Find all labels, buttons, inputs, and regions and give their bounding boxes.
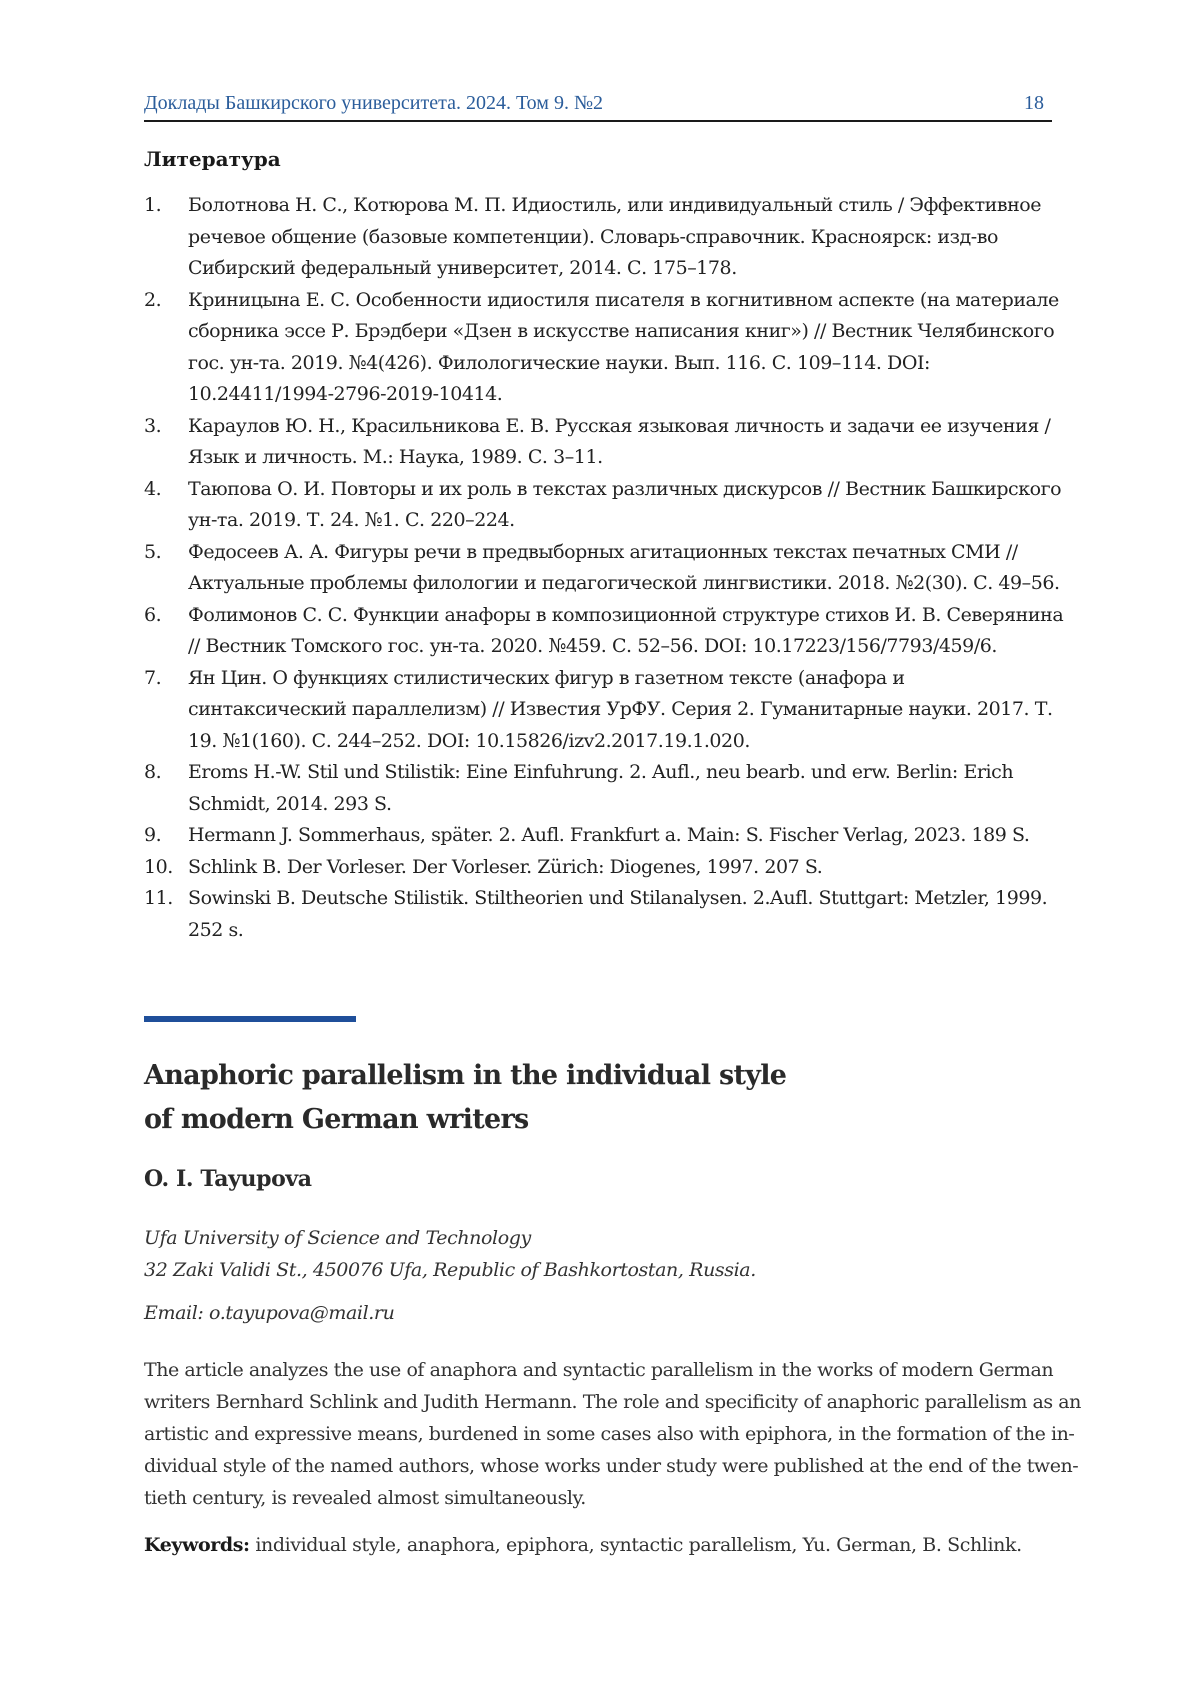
reference-number: 3.	[144, 414, 162, 437]
running-head	[144, 92, 1052, 120]
abstract	[144, 1354, 1081, 1514]
reference-text: Ян Цин. О функциях стилистических фигур в газетном тексте (анафора и синтаксический параллелизм) // Известия УрФУ. Серия 2. Гуманитарные науки. 2017. Т. 19. №1(160). С. 244–252. DOI: 10.15826/izv2.2017.19.1.020.	[188, 666, 1053, 752]
affiliation	[144, 1222, 756, 1286]
reference-number: 11.	[144, 887, 173, 909]
reference-number: 1.	[144, 194, 162, 216]
abstract-line: artistic and expressive means, burdened in some cases also with epiphora, in the formation of the in-	[144, 1423, 1075, 1445]
reference-number: 4.	[144, 477, 162, 500]
reference-text: Криницына Е. С. Особенности идиостиля писателя в когнитивном аспекте (на материале сборника эссе Р. Брэдбери «Дзен в искусстве написания книг») // Вестник Челябинского гос. ун-та. 2019. №4(426). Филологические науки. Вып. 116. С. 109–114. DOI: 10.24411/1994-2796-2019-10414.	[188, 288, 1059, 405]
reference-item	[144, 883, 1064, 946]
reference-text: Федосеев А. А. Фигуры речи в предвыборных агитационных текстах печатных СМИ // Актуальные проблемы филологии и педагогической лингвистики. 2018. №2(30). С. 49–56.	[188, 540, 1060, 594]
reference-text: Hermann J. Sommerhaus, später. 2. Aufl. Frankfurt a. Main: S. Fischer Verlag, 2023. 189 S.	[188, 824, 1030, 846]
reference-item	[144, 411, 1064, 474]
reference-text: Sowinski B. Deutsche Stilistik. Stiltheorien und Stilanalysen. 2.Aufl. Stuttgart: Metzler, 1999. 252 s.	[188, 887, 1048, 941]
keywords-label: Keywords:	[144, 1534, 250, 1556]
english-title-line: Anaphoric parallelism in the individual style	[144, 1060, 787, 1091]
affiliation-address: 32 Zaki Validi St., 450076 Ufa, Republic of Bashkortostan, Russia.	[144, 1259, 756, 1281]
page-number: 18	[1024, 92, 1044, 114]
reference-item	[144, 663, 1064, 758]
journal-title: Доклады Башкирского университета. 2024. Том 9. №2	[144, 92, 604, 114]
abstract-line: The article analyzes the use of anaphora and syntactic parallelism in the works of modern German	[144, 1359, 1054, 1381]
reference-number: 9.	[144, 824, 162, 846]
reference-item	[144, 537, 1064, 600]
reference-number: 5.	[144, 540, 162, 563]
reference-item	[144, 820, 1064, 852]
abstract-line: tieth century, is revealed almost simultaneously.	[144, 1487, 586, 1509]
reference-number: 10.	[144, 855, 173, 878]
reference-text: Таюпова О. И. Повторы и их роль в текстах различных дискурсов // Вестник Башкирского ун-та. 2019. Т. 24. №1. С. 220–224.	[188, 477, 1062, 531]
keywords-text: individual style, anaphora, epiphora, syntactic parallelism, Yu. German, B. Schlink.	[255, 1534, 1022, 1556]
literature-heading: Литература	[144, 147, 281, 171]
english-title	[144, 1054, 904, 1142]
reference-number: 8.	[144, 761, 162, 783]
abstract-line: dividual style of the named authors, whose works under study were published at the end of the twen-	[144, 1455, 1079, 1477]
reference-number: 6.	[144, 603, 162, 626]
abstract-line: writers Bernhard Schlink and Judith Hermann. The role and specificity of anaphoric parallelism as an	[144, 1391, 1081, 1413]
reference-text: Schlink B. Der Vorleser. Der Vorleser. Zürich: Diogenes, 1997. 207 S.	[188, 855, 823, 878]
affiliation-institution: Ufa University of Science and Technology	[144, 1227, 531, 1249]
reference-item	[144, 600, 1064, 663]
keywords	[144, 1534, 1022, 1556]
reference-list	[144, 190, 1064, 946]
reference-item	[144, 474, 1064, 537]
reference-text: Фолимонов С. С. Функции анафоры в композиционной структуре стихов И. В. Северянина // Вестник Томского гос. ун-та. 2020. №459. С. 52–56. DOI: 10.17223/156/7793/459/6.	[188, 603, 1064, 657]
header-rule	[144, 120, 1052, 122]
reference-text: Караулов Ю. Н., Красильникова Е. В. Русская языковая личность и задачи ее изучения / Язык и личность. М.: Наука, 1989. С. 3–11.	[188, 414, 1051, 468]
author-email: Email: o.tayupova@mail.ru	[144, 1302, 395, 1324]
english-title-line: of modern German writers	[144, 1104, 529, 1135]
reference-number: 2.	[144, 288, 162, 311]
reference-item	[144, 285, 1064, 411]
reference-number: 7.	[144, 666, 162, 689]
reference-text: Болотнова Н. С., Котюрова М. П. Идиостиль, или индивидуальный стиль / Эффективное речевое общение (базовые компетенции). Словарь-справочник. Красноярск: изд-во Сибирский федеральный университет, 2014. С. 175–178.	[188, 194, 1042, 279]
author-name: O. I. Tayupova	[144, 1166, 312, 1192]
reference-text: Eroms H.-W. Stil und Stilistik: Eine Einfuhrung. 2. Aufl., neu bearb. und erw. Berlin: Erich Schmidt, 2014. 293 S.	[188, 761, 1014, 815]
reference-item	[144, 190, 1064, 285]
section-accent-bar	[144, 1016, 356, 1022]
reference-item	[144, 757, 1064, 820]
reference-item	[144, 852, 1064, 884]
